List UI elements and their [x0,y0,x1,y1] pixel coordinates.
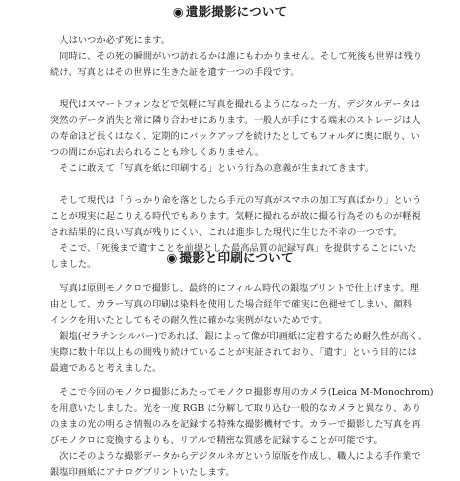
text-line: のままの光の明るさ情報のみを記録する特殊な撮影機材です。カラーで撮影した写真を再 [50,419,421,430]
text-line: 同時に、その死の瞬間がいつ訪れるかは誰にもわかりません。そして死後も世界は残り [50,51,423,62]
text-line: 人はいつか必ず死にます。 [50,35,171,46]
text-line: そこに敢えて「写真を紙に印刷する」という行為の意義が生まれてきます。 [50,163,375,174]
text-line: びモノクロに変換するよりも、リアルで精密な質感を記録することが可能です。 [50,435,383,446]
text-line: 次にそのような撮影データからデジタルネガという原版を作成し、職人による手作業で [50,451,421,462]
text-line: そこで今回のモノクロ撮影にあたってモノクロ撮影専用のカメラ(Leica M-Monochrom) [50,387,434,398]
text-line: の寿命ほど長くはなく、定期的にバックアップを続けたとしてもフォルダに奥に眠り、い [50,131,420,142]
paragraph-gap [50,377,422,385]
paragraph-gap [50,81,422,97]
section-body-memorial-photo [50,33,422,273]
text-line: 実際に数十年以上もの間残り続けていることが実証されており、「遺す」という目的には [50,347,417,358]
paragraph [50,385,434,481]
text-line: を用意いたしました。光を一度 RGB に分解して取り込む一般的なカメラと異なり、あり [50,403,421,414]
text-line: 現代はスマートフォンなどで気軽に写真を撮れるようになった一方、デジタルデータは [50,99,421,110]
section-heading-shooting-and-printing [0,250,460,266]
bullet-icon: ◉ [172,4,184,19]
paragraph [50,33,422,81]
paragraph [50,281,428,377]
text-line: しました。 [50,259,97,270]
section-body-shooting-and-printing [50,281,434,481]
text-line: つの間にか忘れ去られることも珍しくありません。 [50,147,265,158]
text-line: ことが現実に起こりえる時代でもあります。気軽に撮れるが故に撮る行為そのものが軽視 [50,211,421,222]
section-heading-memorial-photo [0,4,460,20]
text-line: そして現代は「うっかり命を落としたら手元の写真がスマホの加工写真ばかり」という [50,195,422,206]
text-line: 最適であると考えました。 [50,363,162,374]
paragraph [50,97,422,177]
text-line: 写真は原則モノクロで撮影し、最終的にフィルム時代の銀塩プリントで仕上げます。理 [50,283,419,294]
text-line: 突然のデータ消失と常に隣り合わせにあります。一般人が手にする端末のストレージは人 [50,115,421,126]
bullet-icon: ◉ [166,250,178,265]
text-line: 続け、写真とはその世界に生きた証を遺す一つの手段です。 [50,67,300,78]
section-title: 撮影と印刷について [179,250,294,265]
text-line: 由として、カラー写真の印刷は染料を使用した場合経年で確実に色褪せてしまい、顔料 [50,299,413,310]
text-line: 銀塩(ゼラチンシルバー)であれば、銀によって像が印画紙に定着するため耐久性が高く、 [50,331,428,342]
text-line: 銀塩印画紙にアナログプリントいたします。 [50,467,235,478]
text-line: され結果的に良い写真が残りにくい、これは進歩した現代に生じた不幸の一つです。 [50,227,403,238]
text-line: そこで、「死後まで遺すことを前提とした最高品質の記録写真」を提供することにいた [50,243,417,254]
text-line: インクを用いたとしてもその耐久性に確かな実例がないためです。 [50,315,328,326]
paragraph-gap [50,177,422,193]
section-title: 遺影撮影について [185,4,288,19]
